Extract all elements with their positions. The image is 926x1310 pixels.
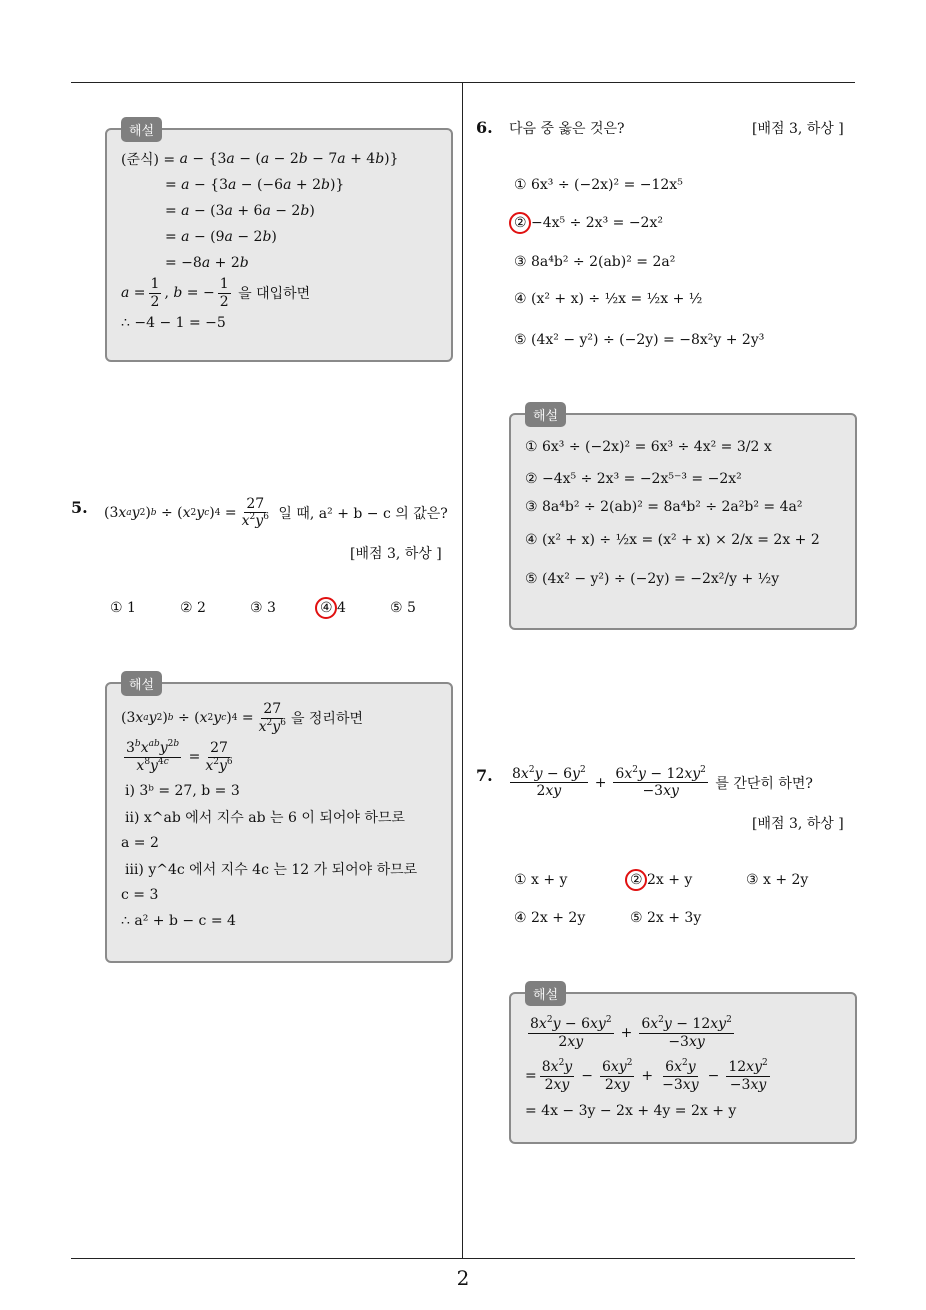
q5-solution-line-7: c = 3 <box>121 887 159 903</box>
solution-tag: 해설 <box>525 402 566 427</box>
q5-number: 5. <box>71 498 88 517</box>
q6-solution-line-1: ① 6x³ ÷ (−2x)² = 6x³ ÷ 4x² = 3/2 x <box>525 439 772 455</box>
q6-solution-line-3: ③ 8a⁴b² ÷ 2(ab)² = 8a⁴b² ÷ 2a²b² = 4a² <box>525 499 803 515</box>
q5-solution-line-2: $\frac{3^bx^{ab}y^{2b}}{x^8y^{4c}}$ = $\frac{27}{x^2y^6}$ <box>126 739 233 774</box>
q4-solution-box <box>105 124 453 362</box>
q5-meta: [배점 3, 하상 ] <box>350 546 442 562</box>
answer-mark-circle <box>625 869 647 891</box>
q7-choice-3[interactable]: ③ x + 2y <box>746 872 809 888</box>
top-rule <box>71 82 855 83</box>
q5-choice-3[interactable]: ③ 3 <box>250 600 276 616</box>
solution-tag: 해설 <box>121 117 162 142</box>
q4-solution-line-4: = a − (9 a − 2 b ) <box>165 229 277 245</box>
q7-question: $\frac{8x^2y - 6y^2}{2xy}$ + $\frac{6x^2y - 12xy^2}{-3xy}$ 를 간단히 하면? <box>512 765 813 800</box>
q5-solution-line-1: (3 x a y 2 ) b ÷ ( x 2 y c ) 4 = $\frac{27}{x^2y^6}$ 을 정리하면 <box>121 701 364 735</box>
q5-choice-5[interactable]: ⑤ 5 <box>390 600 416 616</box>
q4-solution-conclusion: ∴ −4 − 1 = −5 <box>121 315 226 331</box>
q5-choice-1[interactable]: ① 1 <box>110 600 136 616</box>
q6-solution-line-5: ⑤ (4x² − y²) ÷ (−2y) = −2x²/y + ½y <box>525 571 780 587</box>
q7-choice-2[interactable]: ② 2x + y <box>630 872 692 888</box>
q5-question: (3 x a y 2 ) b ÷ ( x 2 y c ) 4 = $\frac{27}{x^2y^6}$ 일 때, a² + b − c 의 값은? <box>104 496 448 530</box>
page-number: 2 <box>456 1266 470 1290</box>
q5-solution-line-3: ⅰ) 3ᵇ = 27, b = 3 <box>125 783 240 799</box>
q5-solution-box <box>105 678 453 963</box>
q7-choice-5[interactable]: ⑤ 2x + 3y <box>630 910 702 926</box>
q7-solution-line-2: = $\frac{8x^2y}{2xy}$ − $\frac{6xy^2}{2xy}$ + $\frac{6x^2y}{-3xy}$ − $\frac{12xy^2}{-3xy}$ <box>525 1058 768 1093</box>
q6-choice-5[interactable]: ⑤ (4x² − y²) ÷ (−2y) = −8x²y + 2y³ <box>514 332 765 348</box>
q6-meta: [배점 3, 하상 ] <box>752 121 844 137</box>
q7-solution-line-3: = 4x − 3y − 2x + 4y = 2x + y <box>525 1103 737 1119</box>
q7-choice-4[interactable]: ④ 2x + 2y <box>514 910 586 926</box>
q7-number: 7. <box>476 766 493 785</box>
q5-choice-2[interactable]: ② 2 <box>180 600 206 616</box>
q5-solution-line-6: ⅲ) y^4c 에서 지수 4c 는 12 가 되어야 하므로 <box>125 862 418 878</box>
answer-mark-circle <box>509 212 531 234</box>
q7-solution-box <box>509 988 857 1144</box>
q6-solution-line-2: ② −4x⁵ ÷ 2x³ = −2x⁵⁻³ = −2x² <box>525 471 742 487</box>
bottom-rule <box>71 1258 855 1259</box>
solution-tag: 해설 <box>525 981 566 1006</box>
column-divider <box>462 82 463 1258</box>
q4-solution-line-5: = −8 a + 2 b <box>165 255 249 271</box>
q6-question: 다음 중 옳은 것은? <box>509 121 625 137</box>
q5-solution-line-4: ⅱ) x^ab 에서 지수 ab 는 6 이 되어야 하므로 <box>125 810 405 826</box>
q6-choice-1[interactable]: ① 6x³ ÷ (−2x)² = −12x⁵ <box>514 177 683 193</box>
q4-solution-line-6: a = $\frac{1}{2}$ , b = − $\frac{1}{2}$ 을 대입하면 <box>121 276 311 310</box>
q5-solution-line-8: ∴ a² + b − c = 4 <box>121 913 236 929</box>
q6-number: 6. <box>476 118 493 137</box>
solution-tag: 해설 <box>121 671 162 696</box>
q5-solution-line-5: a = 2 <box>121 835 159 851</box>
q7-solution-line-1: $\frac{8x^2y - 6xy^2}{2xy}$ + $\frac{6x^2y - 12xy^2}{-3xy}$ <box>530 1015 732 1050</box>
q7-choice-1[interactable]: ① x + y <box>514 872 568 888</box>
q4-solution-line-1: (준식) = a − {3 a − ( a − 2 b − 7 a + 4 b )} <box>121 151 399 168</box>
q5-choice-4[interactable]: ④ 4 <box>320 600 346 616</box>
q6-choice-2[interactable]: ② −4x⁵ ÷ 2x³ = −2x² <box>514 215 663 231</box>
q7-meta: [배점 3, 하상 ] <box>752 816 844 832</box>
q4-solution-line-2: = a − {3 a − (−6 a + 2 b )} <box>165 177 345 193</box>
answer-mark-circle <box>315 597 337 619</box>
q6-choice-4[interactable]: ④ (x² + x) ÷ ½x = ½x + ½ <box>514 291 703 307</box>
q4-solution-line-3: = a − (3 a + 6 a − 2 b ) <box>165 203 315 219</box>
q6-solution-box <box>509 409 857 630</box>
q6-choice-3[interactable]: ③ 8a⁴b² ÷ 2(ab)² = 2a² <box>514 254 676 270</box>
q6-solution-line-4: ④ (x² + x) ÷ ½x = (x² + x) × 2/x = 2x + 2 <box>525 532 820 548</box>
